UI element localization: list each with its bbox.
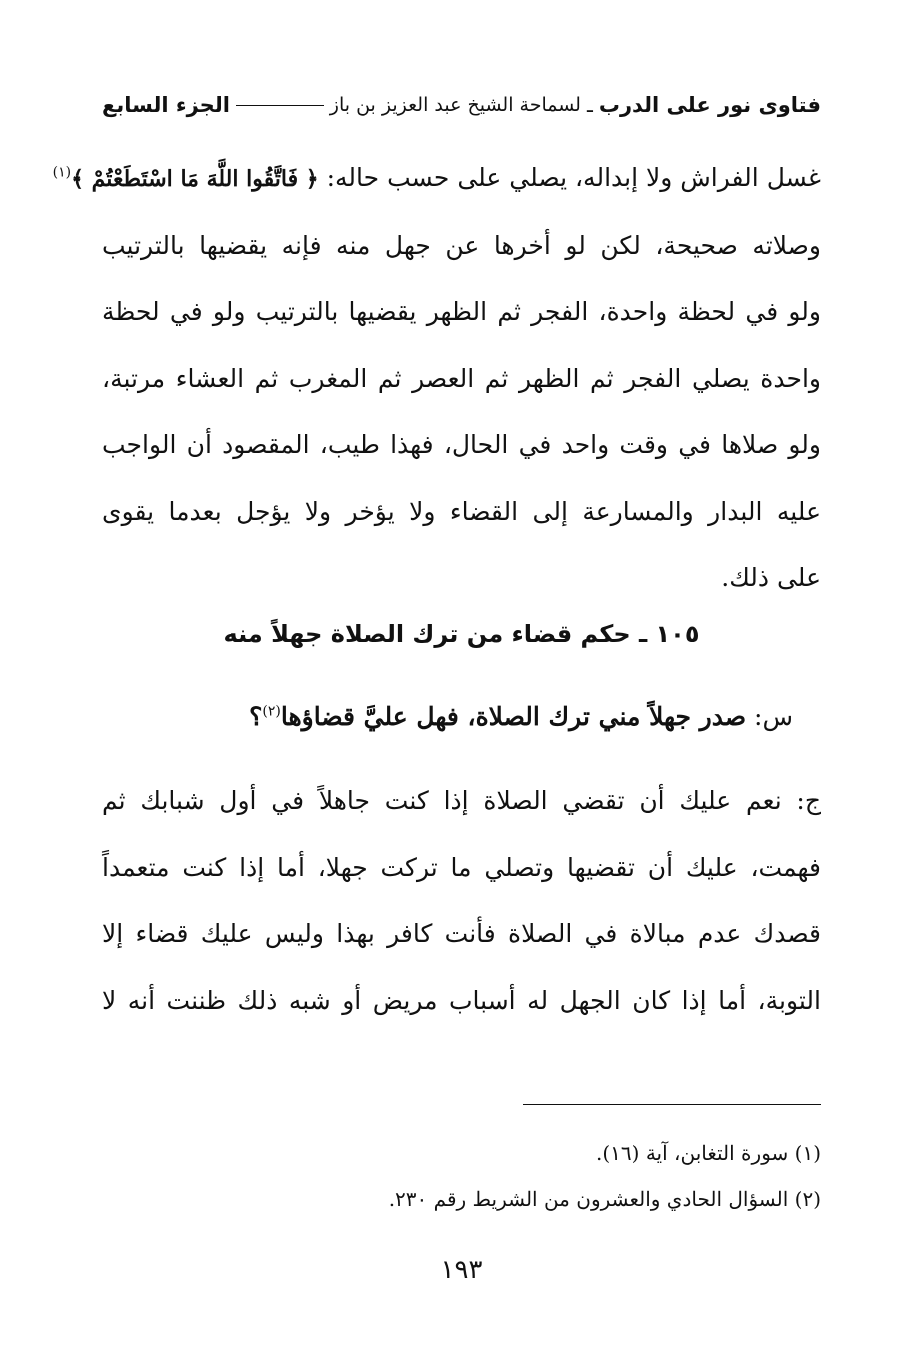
paragraph-line: عليه البدار والمسارعة إلى القضاء ولا يؤخر ولا يؤجل بعدما يقوى (102, 496, 821, 526)
question-mark: ؟ (249, 702, 263, 731)
paragraph-line: ولو في لحظة واحدة، الفجر ثم الظهر يقضيها بالترتيب ولو في لحظة (102, 297, 821, 326)
author-name: لسماحة الشيخ عبد العزيز بن باز (329, 94, 581, 116)
section-heading: ١٠٥ ـ حكم قضاء من ترك الصلاة جهلاً منه (223, 620, 700, 648)
footnote-ref-2: (٢) (262, 703, 281, 720)
page-number: ١٩٣ (440, 1255, 483, 1285)
answer-line: قصدك عدم مبالاة في الصلاة فأنت كافر بهذا وليس عليك قضاء إلا (102, 919, 821, 948)
footnotes (102, 1130, 821, 1222)
book-title: فتاوى نور على الدرب (598, 93, 821, 117)
header-rule (236, 105, 324, 106)
answer (102, 768, 821, 1034)
footnote-separator (523, 1104, 821, 1105)
footnote-1: (١) سورة التغابن، آية (١٦). (596, 1141, 821, 1165)
question-prefix: س: (746, 702, 793, 731)
paragraph-line (52, 145, 821, 213)
answer-line: ج: نعم عليك أن تقضي الصلاة إذا كنت جاهلاً في أول شبابك ثم (102, 786, 821, 815)
question (102, 690, 821, 744)
paragraph-line: وصلاته صحيحة، لكن لو أخرها عن جهل منه فإنه يقضيها بالترتيب (102, 230, 821, 260)
quran-verse: ﴿ فَاتَّقُوا اللَّهَ مَا اسْتَطَعْتُمْ ﴾ (71, 166, 319, 192)
footnote-2: (٢) السؤال الحادي والعشرون من الشريط رقم ٢٣٠. (388, 1187, 821, 1211)
header-dash: ـ (586, 93, 593, 117)
paragraph-line: على ذلك. (721, 563, 821, 592)
answer-line: التوبة، أما إذا كان الجهل له أسباب مريض أو شبه ذلك ظننت أنه لا (102, 985, 821, 1015)
paragraph-line: واحدة يصلي الفجر ثم الظهر ثم العصر ثم المغرب ثم العشاء مرتبة، (102, 363, 821, 393)
paragraph-continued (52, 145, 821, 612)
paragraph-line: ولو صلاها في وقت واحد في الحال، فهذا طيب، المقصود أن الواجب (102, 430, 821, 459)
paragraph-text: غسل الفراش ولا إبداله، يصلي على حسب حاله: (318, 163, 821, 192)
question-text: صدر جهلاً مني ترك الصلاة، فهل عليَّ قضاؤها (280, 702, 747, 731)
volume-label: الجزء السابع (102, 93, 230, 117)
running-header (102, 88, 821, 122)
footnote-ref-1: (١) (52, 164, 72, 181)
answer-line: فهمت، عليك أن تقضيها وتصلي ما تركت جهلا، أما إذا كنت متعمداً (102, 852, 821, 882)
